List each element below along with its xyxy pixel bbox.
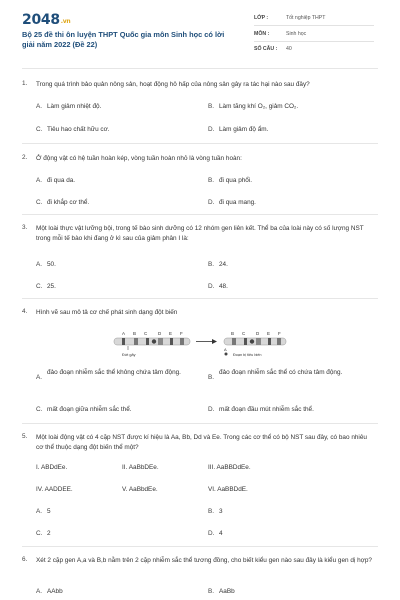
option-text: Làm giảm nhiệt độ. bbox=[47, 103, 102, 110]
option-letter: A. bbox=[36, 103, 43, 110]
question-number: 2. bbox=[22, 154, 28, 161]
question-text: Trong quá trình bảo quản nông sản, hoạt động hô hấp của nông sản gây ra tác hại nào sau đây? bbox=[36, 81, 310, 88]
option-text: đi qua phổi. bbox=[219, 177, 253, 184]
gene-label: C bbox=[144, 331, 148, 336]
gene-label: B bbox=[231, 331, 235, 336]
option-text: AaBb bbox=[219, 588, 235, 595]
question-divider bbox=[22, 143, 378, 144]
option-text: Làm tăng khí O₂, giảm CO₂. bbox=[219, 103, 299, 110]
question-divider bbox=[22, 214, 378, 215]
question-text: Một loài động vật có 4 cặp NST được kí hiệu là Aa, Bb, Dd và Ee. Trong các cơ thể có bộ NST sau đây, có bao nhiêu cơ thể thuộc dạng đột biến thể một? bbox=[36, 434, 367, 451]
genotype-item: V. AaBbdEe. bbox=[122, 486, 158, 493]
diagram-caption: Đứt gãy bbox=[122, 353, 136, 357]
logo-text: 2048 bbox=[22, 12, 60, 28]
option-letter: A. bbox=[36, 588, 43, 595]
document-header bbox=[0, 0, 400, 64]
option-text: mất đoạn giữa nhiễm sắc thể. bbox=[47, 406, 132, 413]
option-text: 3 bbox=[219, 508, 223, 515]
document-title: Bộ 25 đề thi ôn luyện THPT Quốc gia môn Sinh học có lời giải năm 2022 (Đề 22) bbox=[22, 30, 225, 49]
option-text: mất đoạn đầu mút nhiễm sắc thể. bbox=[219, 406, 314, 413]
option-letter: D. bbox=[208, 199, 215, 206]
question-number: 4. bbox=[22, 308, 28, 315]
meta-divider bbox=[254, 41, 374, 42]
option-letter: D. bbox=[208, 530, 215, 537]
option-text: đảo đoạn nhiễm sắc thể không chứa tâm động. bbox=[47, 369, 181, 376]
chromosome-after bbox=[224, 331, 286, 357]
option-text: đảo đoạn nhiễm sắc thể có chứa tâm động. bbox=[219, 369, 343, 376]
meta-value-subject: Sinh học bbox=[286, 31, 307, 37]
option-letter: A. bbox=[36, 261, 43, 268]
option-letter: B. bbox=[208, 508, 215, 515]
option-text: 24. bbox=[219, 261, 228, 268]
option-text: 50. bbox=[47, 261, 56, 268]
question-number: 5. bbox=[22, 433, 28, 440]
option-text: 2 bbox=[47, 530, 51, 537]
option-text: 25. bbox=[47, 283, 56, 290]
option-letter: C. bbox=[36, 406, 43, 413]
question-text: Một loài thực vật lưỡng bội, trong tế bào sinh dưỡng có 12 nhóm gen liên kết. Thể ba của loài này có số lượng NST trong mỗi tế bào khi đang ở kì sau của giảm phân I là: bbox=[36, 225, 364, 242]
meta-label-subject: MÔN : bbox=[254, 31, 270, 37]
meta-value-class: Tốt nghiệp THPT bbox=[286, 15, 326, 21]
meta-divider bbox=[254, 25, 374, 26]
option-letter: D. bbox=[208, 406, 215, 413]
question-divider bbox=[22, 546, 378, 547]
option-letter: C. bbox=[36, 530, 43, 537]
question-divider bbox=[22, 423, 378, 424]
question-number: 3. bbox=[22, 224, 28, 231]
gene-label: B bbox=[133, 331, 137, 336]
gene-label: F bbox=[180, 331, 183, 336]
question-text: Hình vẽ sau mô tả cơ chế phát sinh dạng đột biến bbox=[36, 309, 178, 316]
option-letter: A. bbox=[36, 508, 43, 515]
option-letter: B. bbox=[208, 261, 215, 268]
option-text: Tiêu hao chất hữu cơ. bbox=[47, 126, 110, 133]
lost-segment bbox=[225, 353, 228, 356]
chromosome-diagram bbox=[100, 328, 300, 360]
question-divider bbox=[22, 298, 378, 299]
option-letter: C. bbox=[36, 199, 43, 206]
option-text: 5 bbox=[47, 508, 51, 515]
question-text: Ở động vật có hệ tuần hoàn kép, vòng tuần hoàn nhỏ là vòng tuần hoàn: bbox=[36, 155, 242, 162]
gene-label: F bbox=[278, 331, 281, 336]
option-letter: D. bbox=[208, 283, 215, 290]
option-letter: B. bbox=[208, 103, 215, 110]
gene-label: D bbox=[158, 331, 162, 336]
option-text: AAbb bbox=[47, 588, 63, 595]
gene-label: E bbox=[267, 331, 271, 336]
meta-label-count: SỐ CÂU : bbox=[254, 46, 278, 52]
genotype-item: II. AaBbDEe. bbox=[122, 464, 159, 471]
site-logo[interactable] bbox=[22, 12, 70, 28]
option-text: đi qua da. bbox=[47, 177, 76, 184]
genotype-item: I. ABDdEe. bbox=[36, 464, 68, 471]
gene-label: E bbox=[169, 331, 173, 336]
gene-label: C bbox=[242, 331, 246, 336]
diagram-caption: Đoạn bị tiêu biến bbox=[233, 353, 262, 357]
genotype-item: III. AaBBDdEe. bbox=[208, 464, 251, 471]
option-text: Làm giảm độ ẩm. bbox=[219, 126, 269, 133]
option-letter: B. bbox=[208, 374, 215, 381]
gene-label: D bbox=[256, 331, 260, 336]
logo-suffix: .vn bbox=[60, 18, 71, 25]
option-letter: D. bbox=[208, 126, 215, 133]
gene-label: A bbox=[122, 331, 126, 336]
question-text: Xét 2 cặp gen A,a và B,b nằm trên 2 cặp nhiễm sắc thể tương đồng, cho biết kiểu gen nào sau đây là kiểu gen dị hợp? bbox=[36, 557, 372, 564]
option-letter: C. bbox=[36, 126, 43, 133]
genotype-item: IV. AADDEE. bbox=[36, 486, 73, 493]
option-text: 48. bbox=[219, 283, 228, 290]
option-letter: C. bbox=[36, 283, 43, 290]
option-letter: B. bbox=[208, 177, 215, 184]
question-number: 6. bbox=[22, 556, 28, 563]
option-text: đi qua mang. bbox=[219, 199, 256, 206]
lost-segment-label: A bbox=[224, 347, 227, 352]
meta-value-count: 40 bbox=[286, 46, 292, 52]
option-letter: A. bbox=[36, 374, 43, 381]
question-number: 1. bbox=[22, 80, 28, 87]
option-letter: A. bbox=[36, 177, 43, 184]
meta-label-class: LỚP : bbox=[254, 15, 269, 21]
chromosome-before bbox=[114, 331, 190, 357]
option-text: 4 bbox=[219, 530, 223, 537]
header-divider bbox=[22, 68, 378, 69]
option-text: đi khắp cơ thể. bbox=[47, 199, 90, 206]
option-letter: B. bbox=[208, 588, 215, 595]
genotype-item: VI. AaBBDdE. bbox=[208, 486, 248, 493]
arrow-icon bbox=[196, 339, 217, 344]
